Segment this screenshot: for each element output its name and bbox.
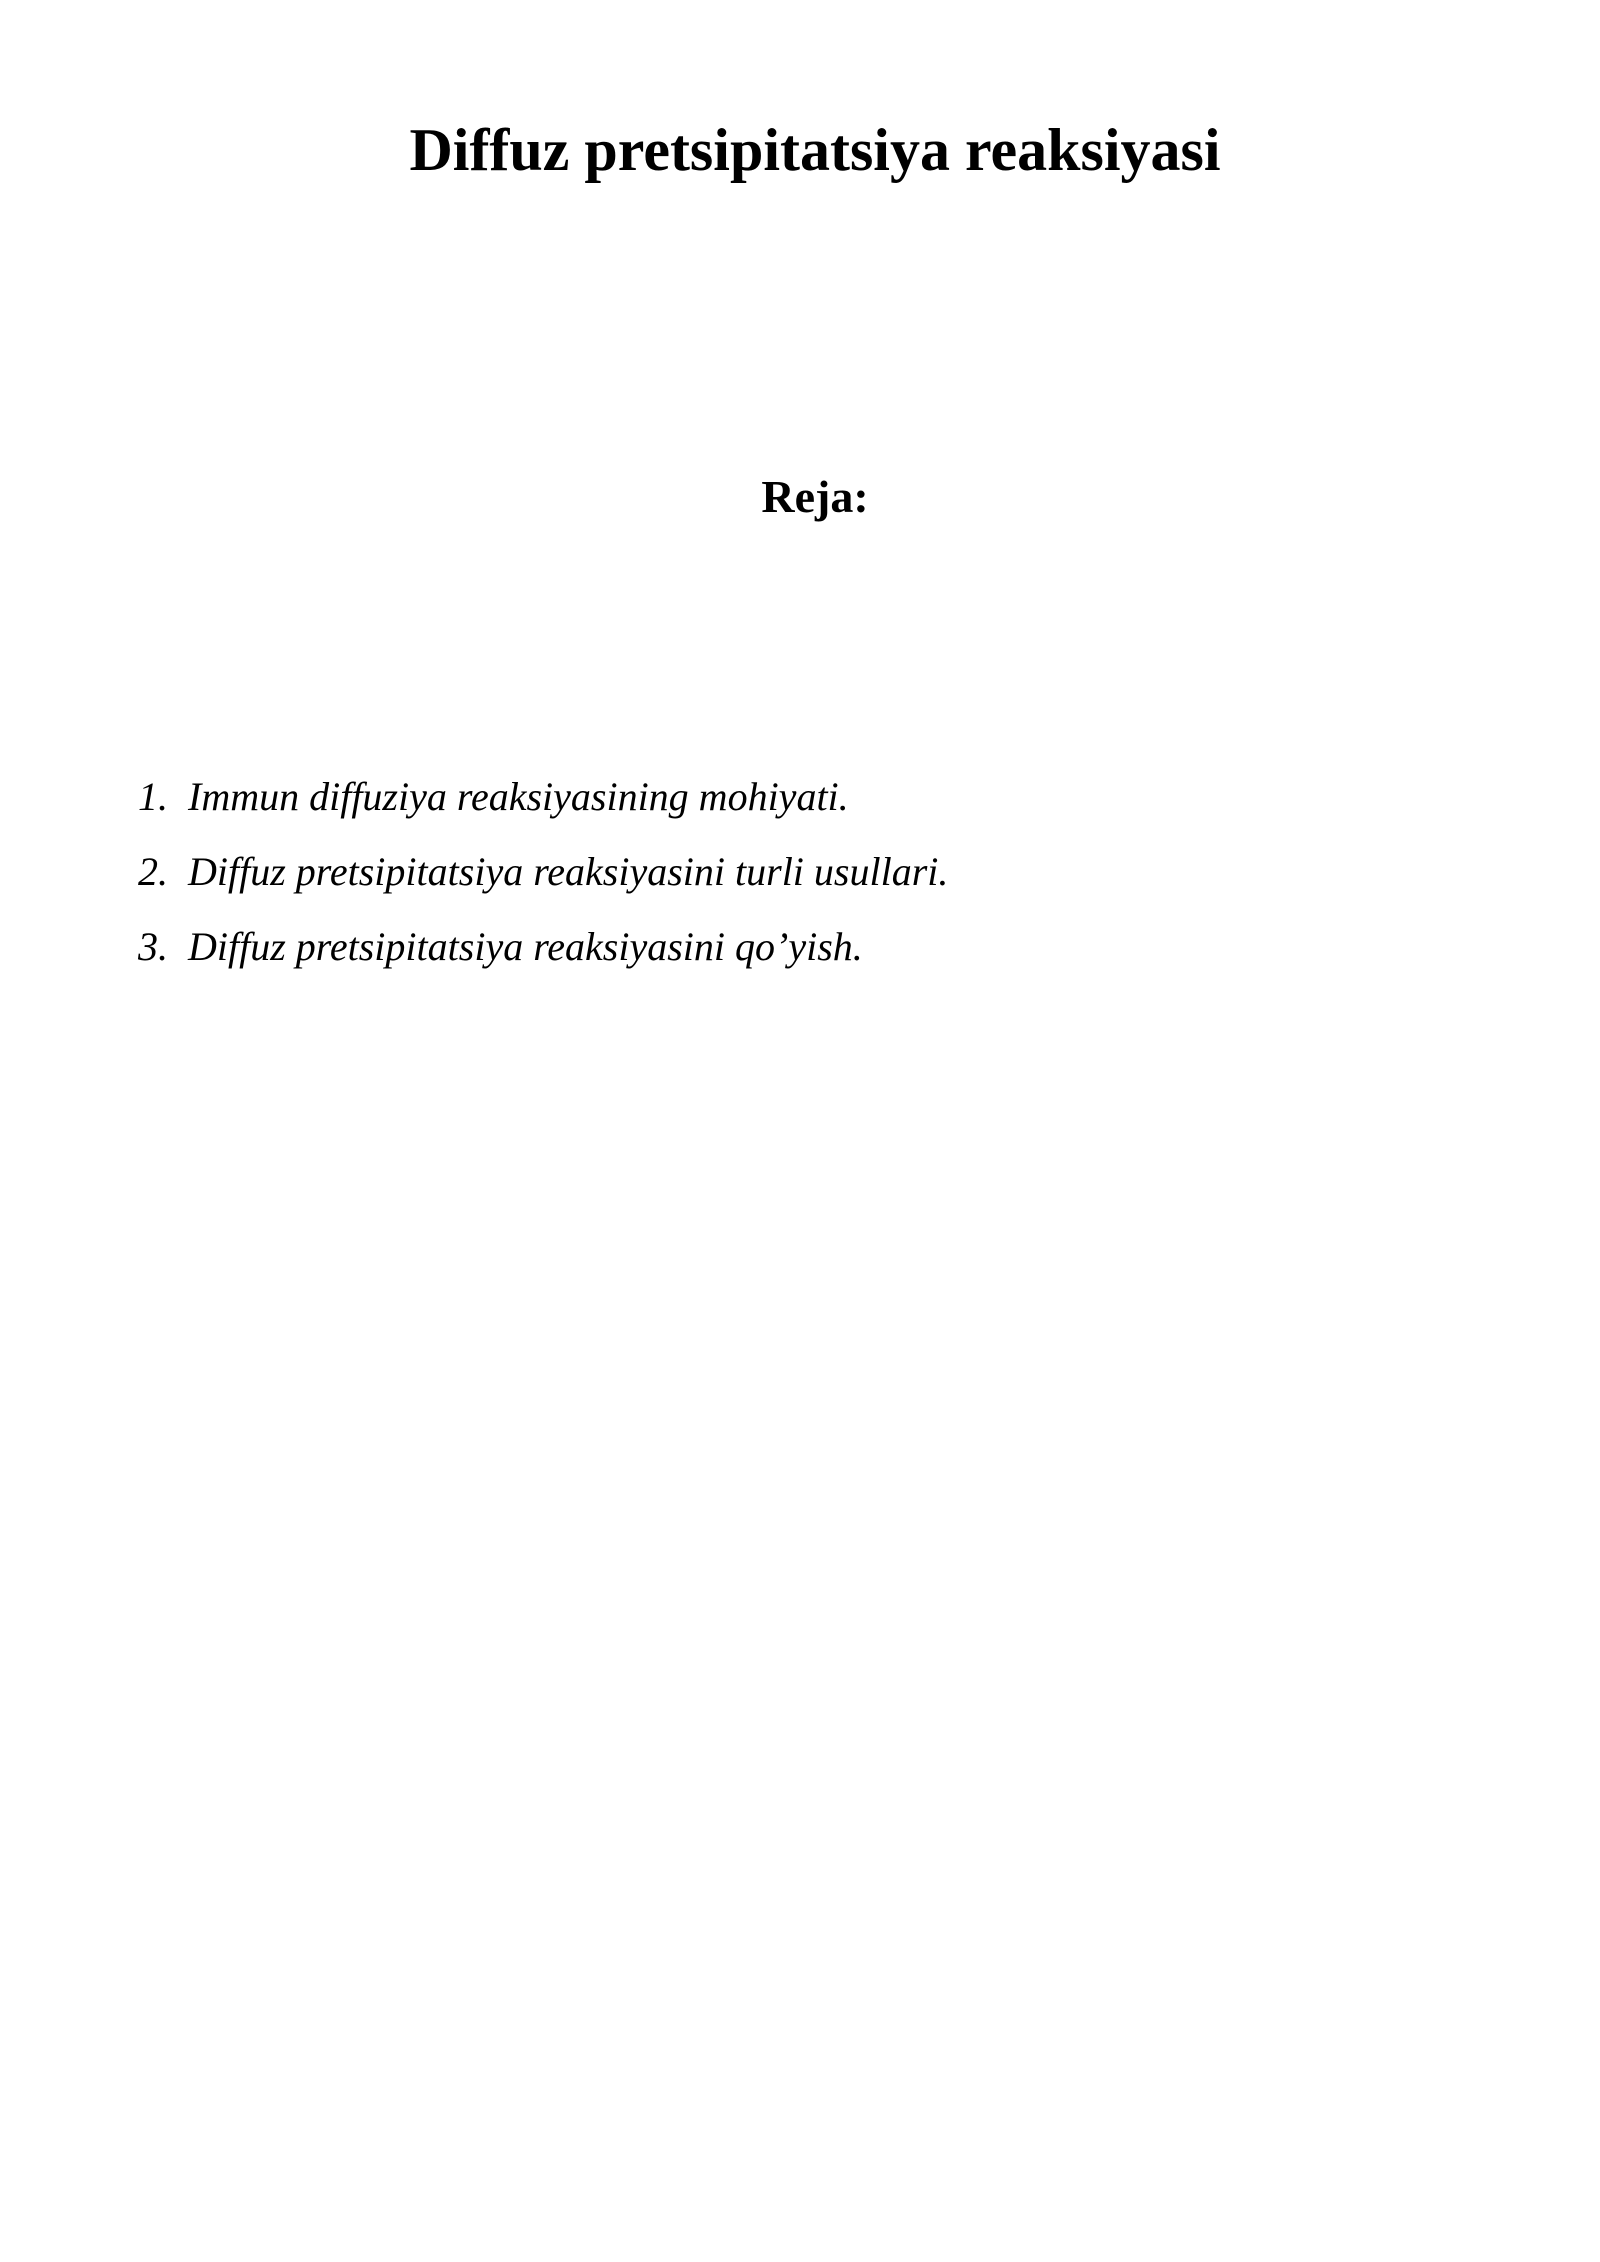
plan-item <box>138 922 948 972</box>
plan-item-text: Immun diffuziya reaksiyasining mohiyati. <box>188 774 849 819</box>
plan-item-number: 3. <box>138 924 168 969</box>
plan-heading: Reja: <box>761 471 869 522</box>
plan-item <box>138 847 948 897</box>
plan-item-text: Diffuz pretsipitatsiya reaksiyasini qo’yish. <box>188 924 863 969</box>
plan-item-number: 2. <box>138 849 168 894</box>
plan-list <box>138 772 948 997</box>
plan-item-text: Diffuz pretsipitatsiya reaksiyasini turli usullari. <box>188 849 949 894</box>
document-title: Diffuz pretsipitatsiya reaksiyasi <box>409 117 1221 183</box>
plan-item <box>138 772 948 822</box>
plan-item-number: 1. <box>138 774 168 819</box>
